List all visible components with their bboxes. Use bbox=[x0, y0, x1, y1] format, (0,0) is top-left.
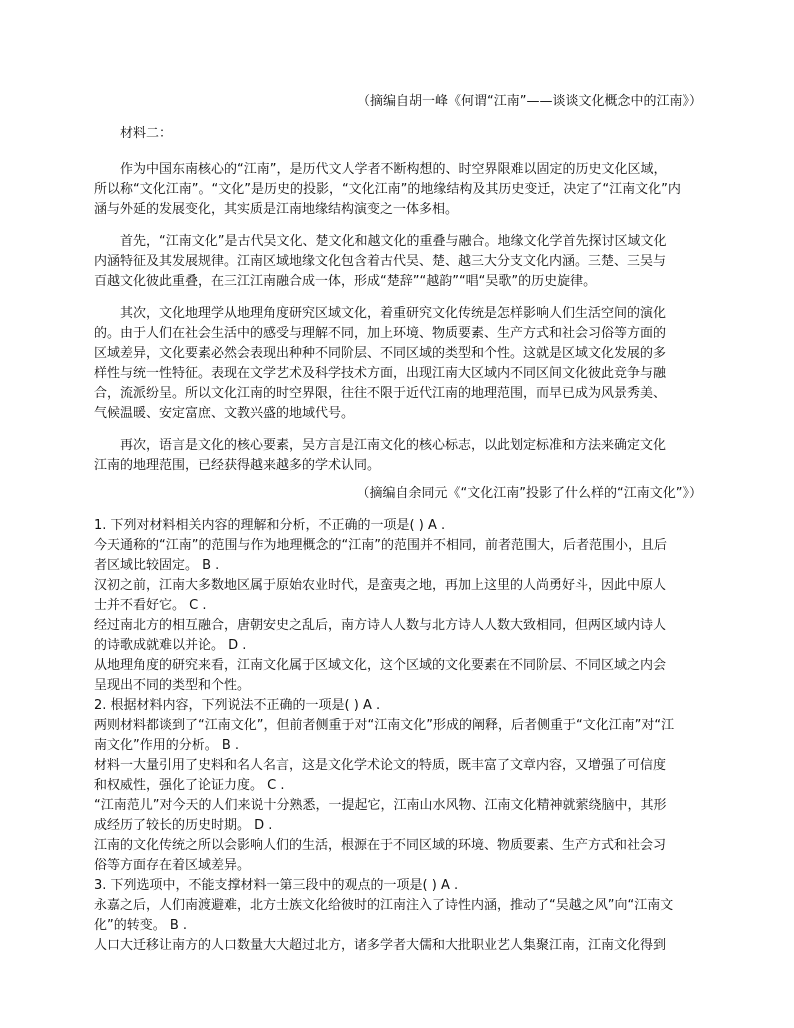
question-option-line: 两则材料都谈到了“江南文化”，但前者侧重于对“江南文化”形成的阐释，后者侧重于“文化江南”对“江 bbox=[94, 718, 675, 733]
source-citation-1: （摘编自胡一峰《何谓“江南”——谈谈文化概念中的江南》） bbox=[357, 94, 702, 109]
question-option-line: 今天通称的“江南”的范围与作为地理概念的“江南”的范围并不相同，前者范围大，后者范围小，且后 bbox=[94, 538, 667, 553]
paragraph-line: 内涵特征及其发展规律。江南区域地缘文化包含着古代吴、楚、越三大分支文化内涵。三楚、三吴与 bbox=[94, 254, 667, 269]
question-option-line: 化”的转变。 B . bbox=[94, 918, 188, 933]
paragraph-line: 百越文化彼此重叠，在三江江南融合成一体，形成“楚辞”“越韵”“唱“吴歌”的历史旋律。 bbox=[94, 274, 597, 289]
question-stem: 2. 根据材料内容，下列说法不正确的一项是( ) A . bbox=[94, 698, 381, 713]
question-option-line: 经过南北方的相互融合，唐朝安史之乱后，南方诗人人数与北方诗人人数大致相同，但两区域内诗人 bbox=[94, 618, 667, 633]
paragraph-line: 样性与统一性特征。表现在文学艺术及科学技术方面，出现江南大区域内不同区间文化彼此竞争与融 bbox=[94, 366, 667, 381]
question-option-line: 南文化”作用的分析。 B . bbox=[94, 738, 240, 753]
paragraph-line: 的。由于人们在社会生活中的感受与理解不同，加上环境、物质要素、生产方式和社会习俗等方面的 bbox=[94, 326, 667, 341]
question-option-line: 永嘉之后，人们南渡避难，北方士族文化给彼时的江南注入了诗性内涵，推动了“吴越之风”向“江南文 bbox=[94, 898, 674, 913]
question-option-line: 士并不看好它。 C . bbox=[94, 598, 207, 613]
material-2-heading: 材料二： bbox=[120, 126, 173, 141]
question-option-line: 的诗歌成就难以并论。 D . bbox=[94, 638, 247, 653]
paragraph-line: 区域差异，文化要素必然会表现出种种不同阶层、不同区域的类型和个性。这就是区域文化发展的多 bbox=[94, 346, 667, 361]
question-option-line: 人口大迁移让南方的人口数量大大超过北方，诸多学者大儒和大批职业艺人集聚江南，江南文化得到 bbox=[94, 938, 667, 953]
question-option-line: 成经历了较长的历史时期。 D . bbox=[94, 818, 273, 833]
question-option-line: 江南的文化传统之所以会影响人们的生活，根源在于不同区域的环境、物质要素、生产方式和社会习 bbox=[94, 838, 667, 853]
question-option-line: 汉初之前，江南大多数地区属于原始农业时代，是蛮夷之地，再加上这里的人尚勇好斗，因此中原人 bbox=[94, 578, 667, 593]
question-option-line: “江南范儿”对今天的人们来说十分熟悉，一提起它，江南山水风物、江南文化精神就萦绕脑中，其形 bbox=[94, 798, 667, 813]
paragraph-line: 合，流派纷呈。所以文化江南的时空界限，往往不限于近代江南的地理范围，而早已成为风景秀美、 bbox=[94, 386, 667, 401]
question-option-line: 者区域比较固定。 B . bbox=[94, 558, 220, 573]
paragraph-line: 作为中国东南核心的“江南”，是历代文人学者不断构想的、时空界限难以固定的历史文化区域， bbox=[120, 162, 667, 177]
source-citation-2: （摘编自余同元《“文化江南”投影了什么样的“江南文化”》） bbox=[356, 486, 702, 501]
paragraph-line: 其次，文化地理学从地理角度研究区域文化，着重研究文化传统是怎样影响人们生活空间的演化 bbox=[120, 306, 667, 321]
paragraph-line: 所以称“文化江南”。“文化”是历史的投影，“文化江南”的地缘结构及其历史变迁，决定了“江南文化”内 bbox=[94, 182, 681, 197]
paragraph-line: 气候温暖、安定富庶、文教兴盛的地域代号。 bbox=[94, 406, 355, 421]
question-stem: 3. 下列选项中，不能支撑材料一第三段中的观点的一项是( ) A . bbox=[94, 878, 459, 893]
question-option-line: 和权威性，强化了论证力度。 C . bbox=[94, 778, 285, 793]
question-stem: 1. 下列对材料相关内容的理解和分析，不正确的一项是( ) A . bbox=[94, 518, 446, 533]
paragraph-line: 涵与外延的发展变化，其实质是江南地缘结构演变之一体多相。 bbox=[94, 202, 459, 217]
paragraph-line: 再次，语言是文化的核心要素，吴方言是江南文化的核心标志，以此划定标准和方法来确定文化 bbox=[120, 438, 667, 453]
question-option-line: 俗等方面存在着区域差异。 bbox=[94, 858, 251, 873]
paragraph-line: 江南的地理范围，已经获得越来越多的学术认同。 bbox=[94, 458, 381, 473]
paragraph-line: 首先，“江南文化”是古代吴文化、楚文化和越文化的重叠与融合。地缘文化学首先探讨区域文化 bbox=[120, 234, 667, 249]
question-option-line: 从地理角度的研究来看，江南文化属于区域文化，这个区域的文化要素在不同阶层、不同区域之内会 bbox=[94, 658, 667, 673]
question-option-line: 材料一大量引用了史料和名人名言，这是文化学术论文的特质，既丰富了文章内容，又增强了可信度 bbox=[94, 758, 667, 773]
question-option-line: 呈现出不同的类型和个性。 bbox=[94, 678, 251, 693]
